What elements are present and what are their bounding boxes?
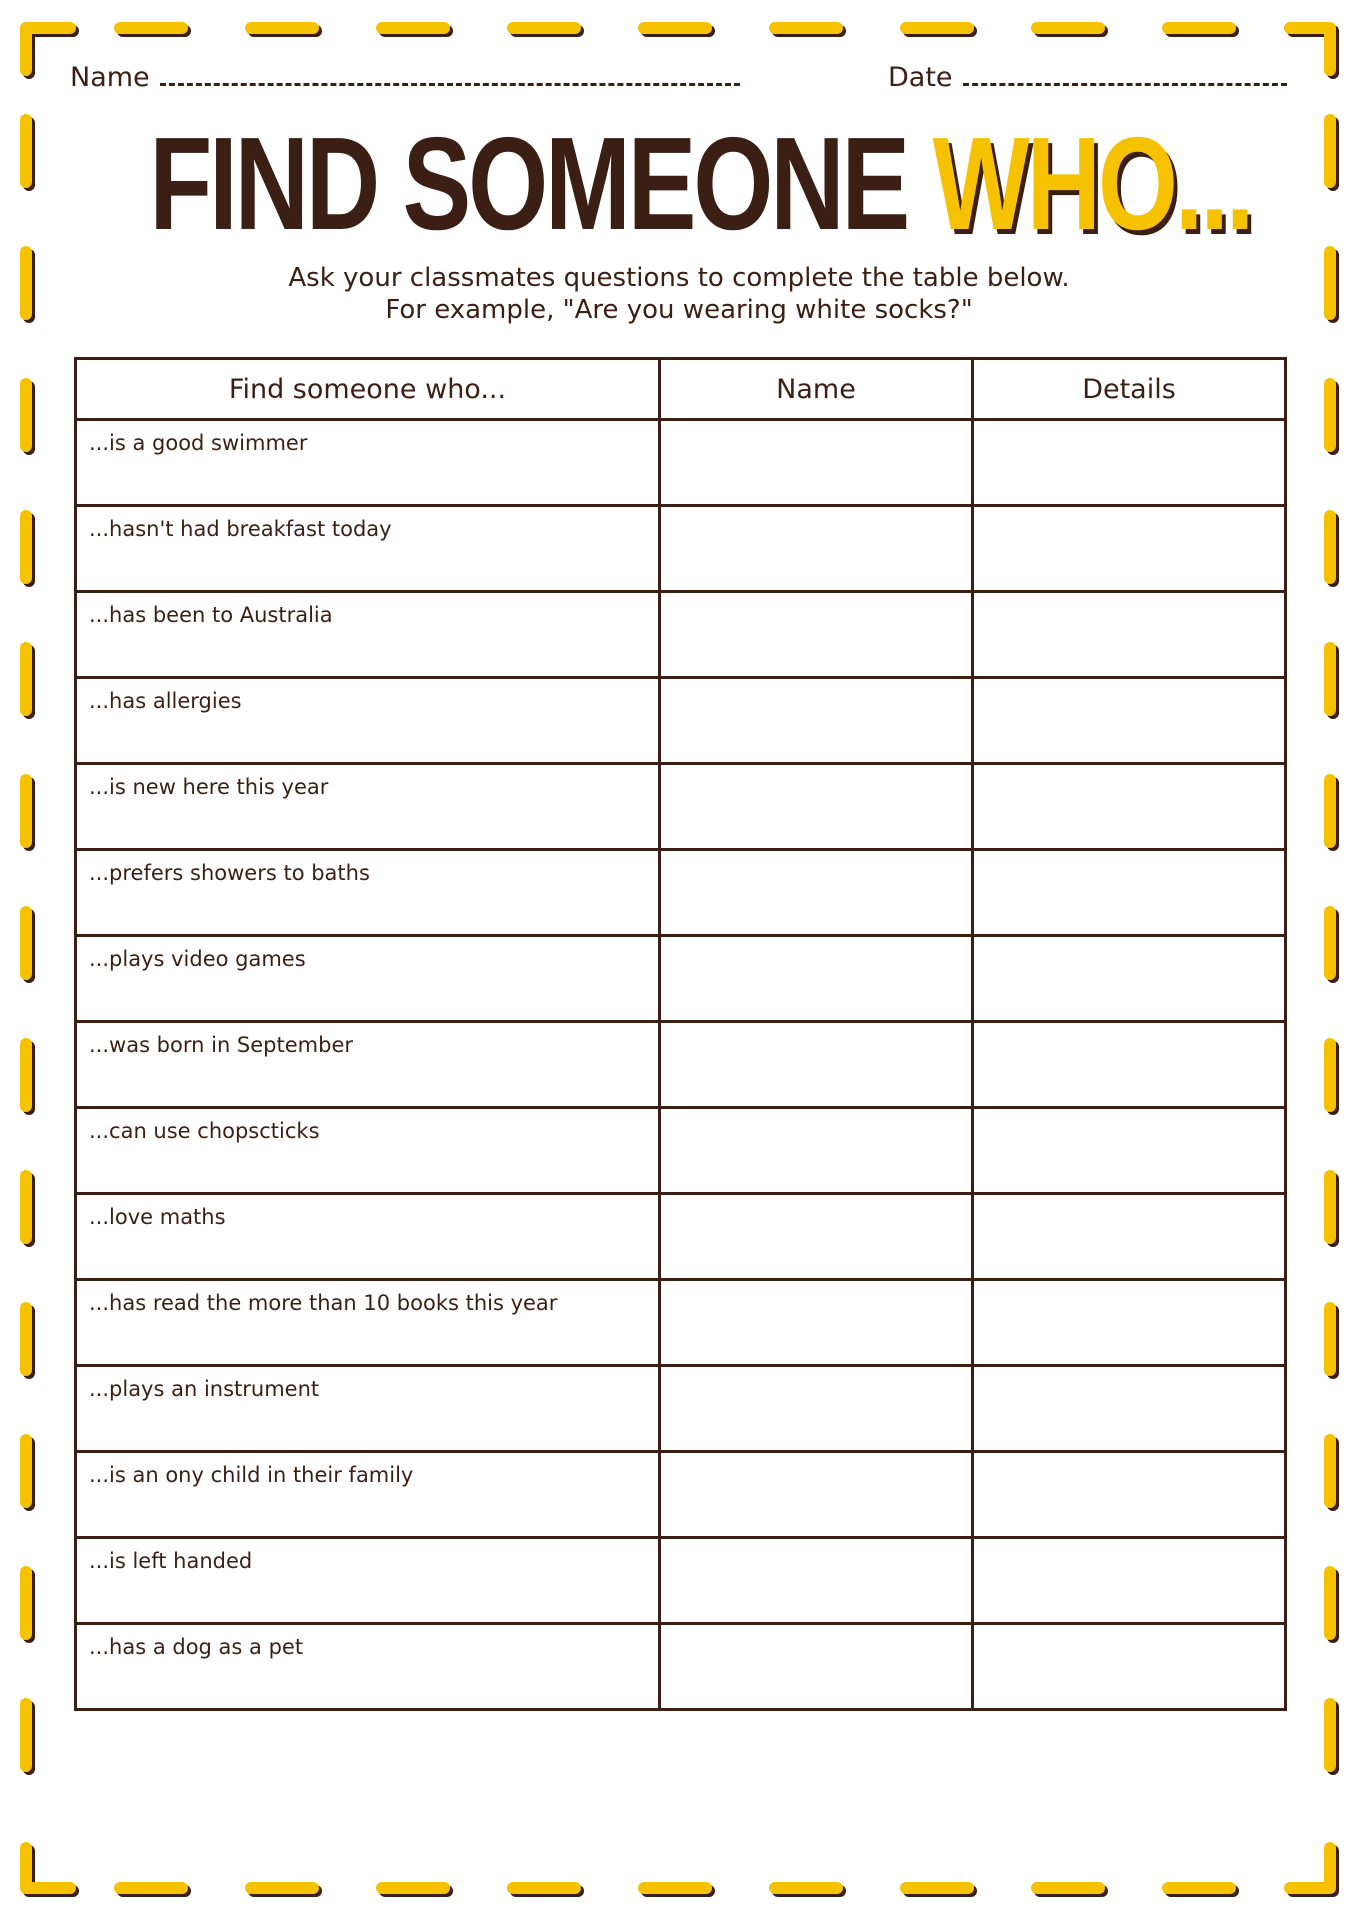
find-someone-table xyxy=(74,357,1287,1711)
row-details-cell[interactable] xyxy=(973,1022,1286,1108)
row-prompt: ...prefers showers to baths xyxy=(76,850,660,936)
column-header-prompt: Find someone who... xyxy=(76,359,660,420)
table-row xyxy=(76,1108,1286,1194)
row-details-cell[interactable] xyxy=(973,764,1286,850)
row-name-cell[interactable] xyxy=(660,1624,973,1710)
table-row xyxy=(76,1452,1286,1538)
header-fields xyxy=(70,62,1288,106)
row-name-cell[interactable] xyxy=(660,506,973,592)
row-details-cell[interactable] xyxy=(973,506,1286,592)
row-name-cell[interactable] xyxy=(660,678,973,764)
row-name-cell[interactable] xyxy=(660,1194,973,1280)
row-details-cell[interactable] xyxy=(973,1108,1286,1194)
row-prompt: ...hasn't had breakfast today xyxy=(76,506,660,592)
table-row xyxy=(76,592,1286,678)
row-prompt: ...is left handed xyxy=(76,1538,660,1624)
row-prompt: ...plays video games xyxy=(76,936,660,1022)
table-row xyxy=(76,764,1286,850)
row-prompt: ...has read the more than 10 books this year xyxy=(76,1280,660,1366)
table-row xyxy=(76,420,1286,506)
row-prompt: ...love maths xyxy=(76,1194,660,1280)
row-prompt: ...was born in September xyxy=(76,1022,660,1108)
row-details-cell[interactable] xyxy=(973,1280,1286,1366)
instructions-line-2: For example, "Are you wearing white socks?" xyxy=(385,295,973,325)
column-header-details: Details xyxy=(973,359,1286,420)
row-prompt: ...can use chopscticks xyxy=(76,1108,660,1194)
table-row xyxy=(76,678,1286,764)
row-name-cell[interactable] xyxy=(660,420,973,506)
row-name-cell[interactable] xyxy=(660,1366,973,1452)
table-row xyxy=(76,1624,1286,1710)
table-row xyxy=(76,1194,1286,1280)
row-details-cell[interactable] xyxy=(973,1366,1286,1452)
row-details-cell[interactable] xyxy=(973,1452,1286,1538)
table-body xyxy=(76,420,1286,1710)
row-details-cell[interactable] xyxy=(973,1194,1286,1280)
title-main: FIND SOMEONE xyxy=(149,110,933,257)
row-details-cell[interactable] xyxy=(973,850,1286,936)
row-name-cell[interactable] xyxy=(660,850,973,936)
column-header-name: Name xyxy=(660,359,973,420)
table-row xyxy=(76,1538,1286,1624)
row-name-cell[interactable] xyxy=(660,592,973,678)
instructions xyxy=(0,262,1358,326)
date-field[interactable] xyxy=(888,62,1287,93)
row-prompt: ...has been to Australia xyxy=(76,592,660,678)
table-row xyxy=(76,506,1286,592)
row-prompt: ...is new here this year xyxy=(76,764,660,850)
table-row xyxy=(76,1280,1286,1366)
name-blank-line[interactable] xyxy=(160,77,740,86)
row-details-cell[interactable] xyxy=(973,1624,1286,1710)
table-row xyxy=(76,850,1286,936)
row-prompt: ...is a good swimmer xyxy=(76,420,660,506)
row-name-cell[interactable] xyxy=(660,1538,973,1624)
row-prompt: ...is an ony child in their family xyxy=(76,1452,660,1538)
row-details-cell[interactable] xyxy=(973,936,1286,1022)
row-prompt: ...plays an instrument xyxy=(76,1366,660,1452)
table-header-row xyxy=(76,359,1286,420)
table-row xyxy=(76,936,1286,1022)
title-accent: WHO... xyxy=(932,110,1252,257)
row-details-cell[interactable] xyxy=(973,420,1286,506)
row-name-cell[interactable] xyxy=(660,764,973,850)
table-row xyxy=(76,1022,1286,1108)
row-details-cell[interactable] xyxy=(973,678,1286,764)
row-name-cell[interactable] xyxy=(660,936,973,1022)
row-name-cell[interactable] xyxy=(660,1108,973,1194)
table-row xyxy=(76,1366,1286,1452)
page-title xyxy=(149,110,1252,257)
date-label: Date xyxy=(888,62,953,93)
row-name-cell[interactable] xyxy=(660,1022,973,1108)
row-prompt: ...has allergies xyxy=(76,678,660,764)
name-label: Name xyxy=(70,62,150,93)
row-name-cell[interactable] xyxy=(660,1280,973,1366)
date-blank-line[interactable] xyxy=(963,77,1287,86)
row-details-cell[interactable] xyxy=(973,1538,1286,1624)
row-prompt: ...has a dog as a pet xyxy=(76,1624,660,1710)
instructions-line-1: Ask your classmates questions to complete the table below. xyxy=(288,263,1070,293)
name-field[interactable] xyxy=(70,62,740,93)
row-name-cell[interactable] xyxy=(660,1452,973,1538)
row-details-cell[interactable] xyxy=(973,592,1286,678)
